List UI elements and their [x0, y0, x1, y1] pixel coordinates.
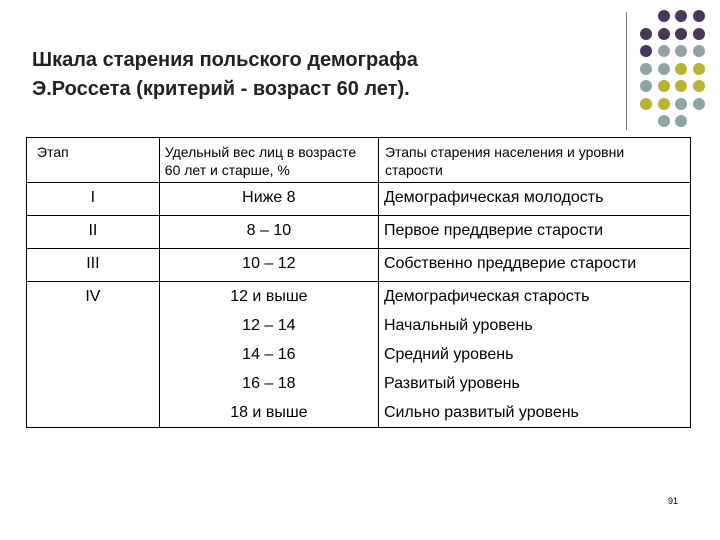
table-row — [27, 216, 691, 249]
description-cell: Демографическая молодость — [378, 183, 690, 216]
decorative-dot — [658, 80, 670, 92]
share-cell: Ниже 8 — [159, 183, 378, 216]
slide-title — [32, 46, 612, 104]
stage-cell: I — [27, 183, 160, 216]
share-line: 16 – 18 — [242, 375, 296, 392]
table-row — [27, 249, 691, 282]
description-line: Начальный уровень — [383, 317, 533, 334]
decorative-dot — [658, 63, 670, 75]
table-header-row — [27, 138, 691, 183]
page-number: 91 — [668, 496, 679, 506]
decorative-dot — [693, 98, 705, 110]
description-line: Демографическая старость — [383, 288, 590, 305]
header-share: Удельный вес лиц в возрасте 60 лет и старше, % — [159, 138, 378, 183]
decorative-dot — [693, 80, 705, 92]
decorative-dot — [658, 45, 670, 57]
decorative-dot — [658, 28, 670, 40]
decorative-dot — [675, 80, 687, 92]
decorative-dot — [658, 98, 670, 110]
table-row — [27, 183, 691, 216]
decorative-dot — [675, 10, 687, 22]
stage-cell — [27, 282, 160, 428]
description-cell — [378, 282, 690, 428]
decorative-dot — [693, 10, 705, 22]
description-line: Сильно развитый уровень — [383, 404, 579, 421]
decorative-dot — [693, 28, 705, 40]
decorative-dot — [675, 98, 687, 110]
decorative-dot — [675, 115, 687, 127]
decorative-vertical-line — [626, 12, 627, 130]
aging-scale-table — [26, 137, 691, 428]
share-line: 14 – 16 — [242, 346, 296, 363]
slide-title-line-2: Э.Россета (критерий - возраст 60 лет). — [32, 78, 410, 100]
share-line: 18 и выше — [230, 404, 308, 421]
stage-value: IV — [85, 288, 101, 305]
decorative-dot — [640, 98, 652, 110]
decorative-dot — [640, 80, 652, 92]
decorative-dot — [693, 63, 705, 75]
decorative-dot — [640, 63, 652, 75]
decorative-dot — [658, 115, 670, 127]
decorative-dot — [640, 28, 652, 40]
decorative-dot — [675, 63, 687, 75]
decorative-dot — [675, 45, 687, 57]
share-line: 12 и выше — [230, 288, 308, 305]
stage-cell: III — [27, 249, 160, 282]
decorative-dot — [658, 10, 670, 22]
header-stage: Этап — [27, 138, 160, 183]
table-row — [27, 282, 691, 428]
slide-title-line-1: Шкала старения польского демографа — [32, 49, 418, 71]
description-cell: Собственно преддверие старости — [378, 249, 690, 282]
decorative-dot — [675, 28, 687, 40]
header-description: Этапы старения населения и уровни старости — [378, 138, 690, 183]
stage-cell: II — [27, 216, 160, 249]
decorative-dot — [640, 45, 652, 57]
share-line: 12 – 14 — [242, 317, 296, 334]
description-line: Средний уровень — [383, 346, 514, 363]
decorative-dot — [693, 45, 705, 57]
description-cell: Первое преддверие старости — [378, 216, 690, 249]
share-cell: 10 – 12 — [159, 249, 378, 282]
share-cell — [159, 282, 378, 428]
share-cell: 8 – 10 — [159, 216, 378, 249]
description-line: Развитый уровень — [383, 375, 520, 392]
